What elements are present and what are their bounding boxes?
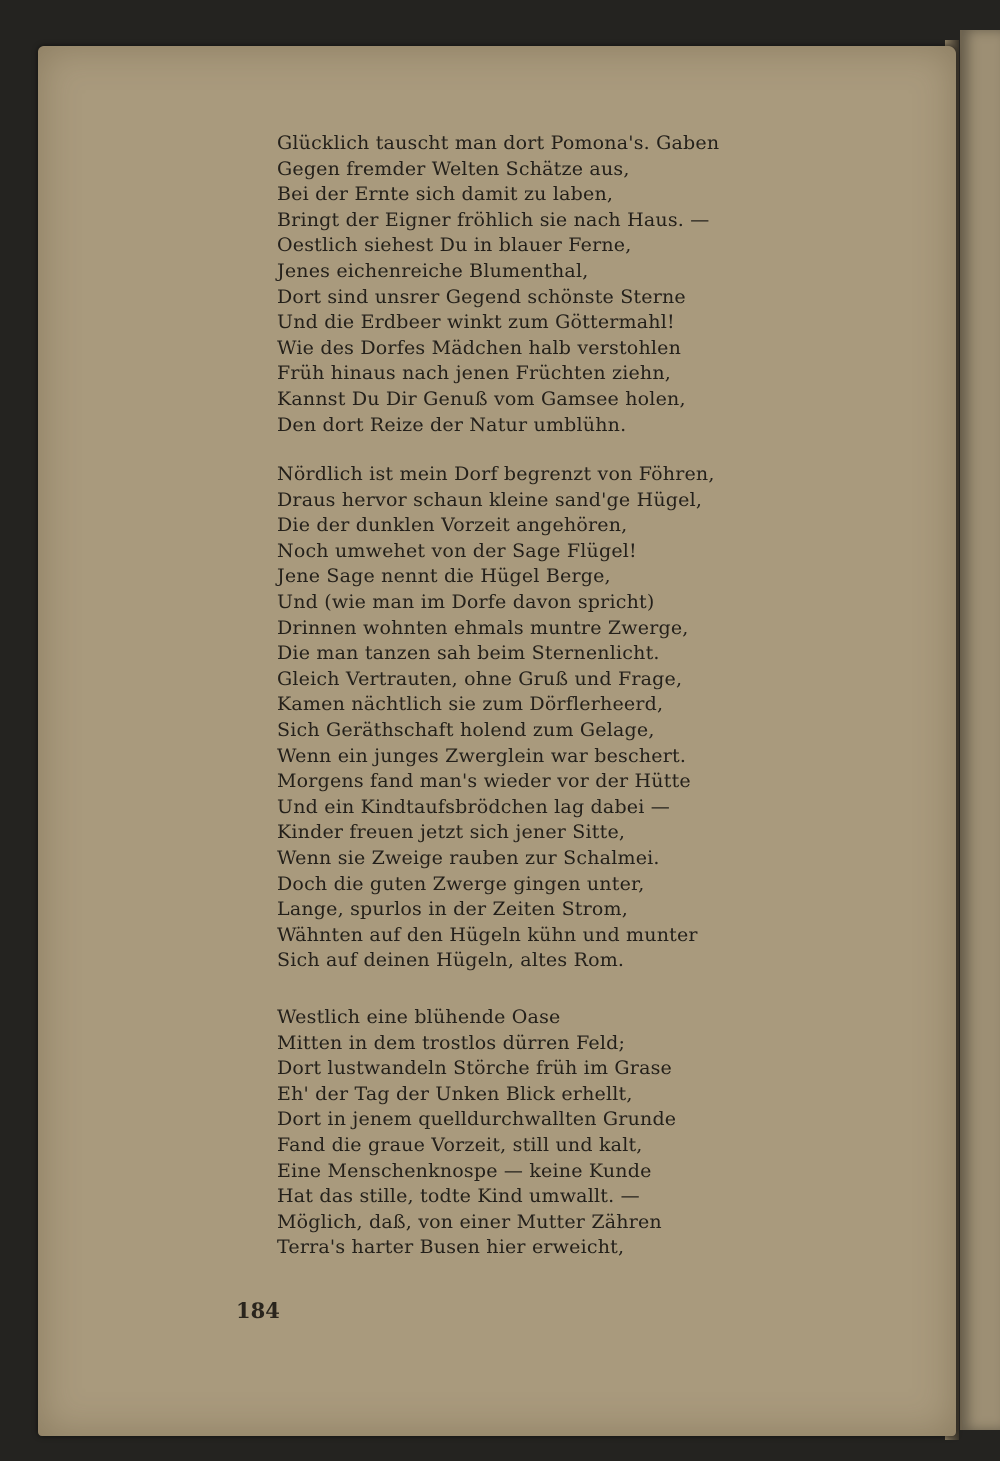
- verse-line: Früh hinaus nach jenen Früchten ziehn,: [277, 362, 672, 385]
- verse-line: Fand die graue Vorzeit, still und kalt,: [277, 1133, 643, 1156]
- verse-line: Glücklich tauscht man dort Pomona's. Gaben: [277, 132, 720, 154]
- verse-line: Morgens fand man's wieder vor der Hütte: [277, 770, 691, 793]
- verse-line: Nördlich ist mein Dorf begrenzt von Föhren,: [277, 463, 715, 485]
- verse-line: Terra's harter Busen hier erweicht,: [277, 1236, 625, 1259]
- verse-line: Eh' der Tag der Unken Blick erhellt,: [277, 1082, 633, 1105]
- verse-line: Lange, spurlos in der Zeiten Strom,: [277, 898, 628, 921]
- verse-line: Und ein Kindtaufsbrödchen lag dabei —: [277, 795, 670, 818]
- verse-line: Draus hervor schaun kleine sand'ge Hügel,: [277, 488, 703, 511]
- verse-line: Mitten in dem trostlos dürren Feld;: [277, 1031, 626, 1054]
- verse-line: Wenn sie Zweige rauben zur Schalmei.: [277, 846, 660, 869]
- verse-line: Westlich eine blühende Oase: [277, 1006, 561, 1028]
- stanza-2: [277, 462, 715, 974]
- page-number: 184: [236, 1298, 280, 1323]
- verse-line: Bringt der Eigner fröhlich sie nach Haus. —: [277, 208, 710, 231]
- verse-line: Möglich, daß, von einer Mutter Zähren: [277, 1210, 662, 1233]
- verse-line: Wähnten auf den Hügeln kühn und munter: [277, 923, 698, 946]
- verse-line: Wie des Dorfes Mädchen halb verstohlen: [277, 336, 682, 359]
- verse-line: Doch die guten Zwerge gingen unter,: [277, 872, 645, 895]
- verse-line: Oestlich siehest Du in blauer Ferne,: [277, 234, 632, 257]
- verse-line: Wenn ein junges Zwerglein war beschert.: [277, 744, 687, 767]
- verse-line: Die der dunklen Vorzeit angehören,: [277, 514, 628, 537]
- verse-line: Kinder freuen jetzt sich jener Sitte,: [277, 821, 626, 844]
- verse-line: Jenes eichenreiche Blumenthal,: [277, 259, 589, 282]
- verse-line: Dort sind unsrer Gegend schönste Sterne: [277, 285, 686, 308]
- verse-line: Und die Erdbeer winkt zum Göttermahl!: [277, 311, 675, 334]
- verse-line: Hat das stille, todte Kind umwallt. —: [277, 1185, 640, 1208]
- verse-line: Die man tanzen sah beim Sternenlicht.: [277, 642, 660, 665]
- verse-line: Den dort Reize der Natur umblühn.: [277, 413, 627, 436]
- verse-line: Noch umwehet von der Sage Flügel!: [277, 539, 637, 562]
- verse-line: Dort in jenem quelldurchwallten Grunde: [277, 1108, 677, 1131]
- verse-line: Bei der Ernte sich damit zu laben,: [277, 183, 614, 206]
- verse-line: Drinnen wohnten ehmals muntre Zwerge,: [277, 616, 689, 639]
- verse-line: Und (wie man im Dorfe davon spricht): [277, 590, 655, 613]
- verse-line: Kamen nächtlich sie zum Dörflerheerd,: [277, 693, 664, 716]
- stanza-3: [277, 1005, 676, 1261]
- next-page-edge: [960, 30, 1000, 1430]
- verse-line: Jene Sage nennt die Hügel Berge,: [277, 565, 611, 588]
- verse-line: Sich Geräthschaft holend zum Gelage,: [277, 718, 655, 741]
- verse-line: Gleich Vertrauten, ohne Gruß und Frage,: [277, 667, 683, 690]
- verse-line: Dort lustwandeln Störche früh im Grase: [277, 1057, 672, 1080]
- verse-line: Kannst Du Dir Genuß vom Gamsee holen,: [277, 387, 686, 410]
- stanza-1: [277, 131, 719, 438]
- verse-line: Sich auf deinen Hügeln, altes Rom.: [277, 949, 625, 972]
- verse-line: Gegen fremder Welten Schätze aus,: [277, 157, 630, 180]
- verse-line: Eine Menschenknospe — keine Kunde: [277, 1159, 652, 1182]
